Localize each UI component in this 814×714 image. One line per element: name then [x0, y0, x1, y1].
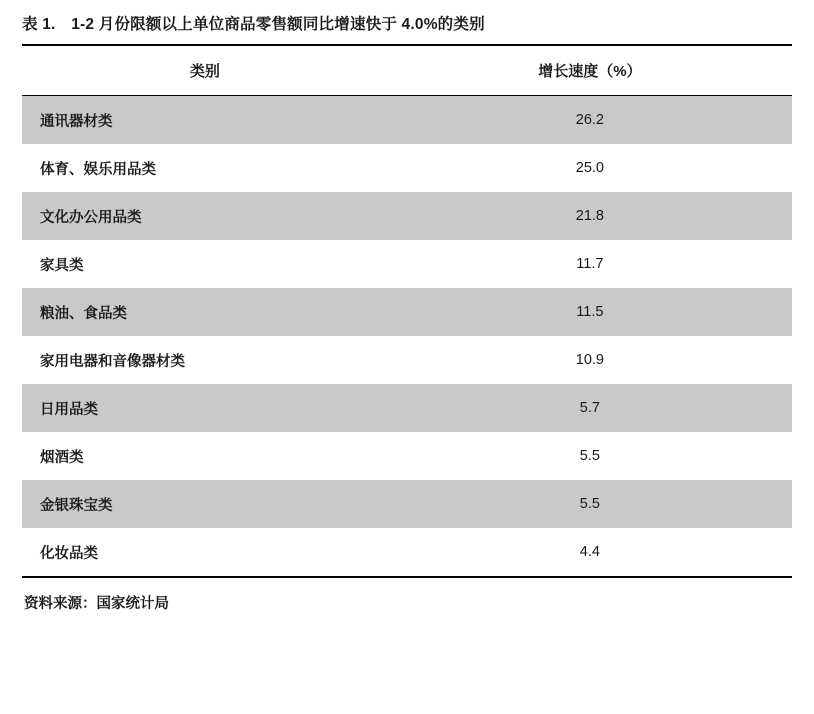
cell-category: 化妆品类: [22, 528, 388, 576]
cell-category: 烟酒类: [22, 432, 388, 480]
cell-category: 日用品类: [22, 384, 388, 432]
cell-value: 26.2: [388, 96, 792, 145]
table-row: [22, 528, 792, 576]
table-caption: 表 1. 1-2 月份限额以上单位商品零售额同比增速快于 4.0%的类别: [22, 16, 485, 33]
cell-value: 4.4: [388, 528, 792, 576]
cell-value: 21.8: [388, 192, 792, 240]
cell-category: 家用电器和音像器材类: [22, 336, 388, 384]
cell-value: 25.0: [388, 144, 792, 192]
column-header-category: 类别: [22, 46, 388, 96]
table-row: [22, 480, 792, 528]
table-body: [22, 96, 792, 577]
source-note: 资料来源：国家统计局: [24, 596, 169, 612]
cell-category: 文化办公用品类: [22, 192, 388, 240]
table-header-row: [22, 46, 792, 96]
table-row: [22, 240, 792, 288]
cell-value: 10.9: [388, 336, 792, 384]
cell-value: 11.5: [388, 288, 792, 336]
cell-value: 5.5: [388, 480, 792, 528]
cell-category: 通讯器材类: [22, 96, 388, 145]
retail-growth-table: [22, 46, 792, 576]
cell-category: 金银珠宝类: [22, 480, 388, 528]
table-row: [22, 96, 792, 145]
table-row: [22, 432, 792, 480]
table-row: [22, 384, 792, 432]
table-row: [22, 288, 792, 336]
table-header: [22, 46, 792, 96]
cell-category: 家具类: [22, 240, 388, 288]
table-row: [22, 336, 792, 384]
column-header-growth-rate: 增长速度（%）: [388, 46, 792, 96]
cell-category: 粮油、食品类: [22, 288, 388, 336]
cell-value: 5.7: [388, 384, 792, 432]
cell-value: 5.5: [388, 432, 792, 480]
cell-category: 体育、娱乐用品类: [22, 144, 388, 192]
table-row: [22, 144, 792, 192]
table-row: [22, 192, 792, 240]
cell-value: 11.7: [388, 240, 792, 288]
table-container: [22, 44, 792, 578]
